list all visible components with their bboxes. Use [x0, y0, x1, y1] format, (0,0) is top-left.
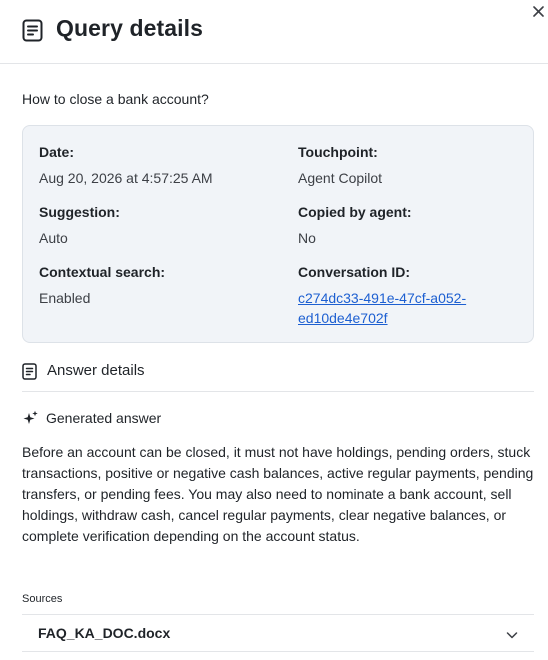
contextual-search-field	[39, 264, 165, 308]
touchpoint-field	[298, 144, 382, 188]
touchpoint-label: Touchpoint:	[298, 144, 378, 160]
answer-details-header	[22, 360, 534, 392]
date-value: Aug 20, 2026 at 4:57:25 AM	[39, 170, 213, 186]
suggestion-field	[39, 204, 120, 248]
conversation-id-link-line2[interactable]: ed10de4e702f	[298, 310, 388, 326]
copied-label: Copied by agent:	[298, 204, 412, 220]
contextual-search-label: Contextual search:	[39, 264, 166, 280]
conversation-id-field	[298, 264, 466, 328]
document-icon	[22, 363, 37, 380]
generated-answer-text: Before an account can be closed, it must not have holdings, pending orders, stuck transactions, positive or negative cash balances, active regular payments, pending transfers, or pending fees. You may also need to nominate a bank account, sell holdings, withdraw cash, cancel regular payments, clear negative balances, or complete verification depending on the account status.	[22, 444, 534, 544]
query-metadata-card	[22, 125, 534, 343]
contextual-search-value: Enabled	[39, 290, 91, 306]
source-item[interactable]	[22, 614, 534, 652]
date-label: Date:	[39, 144, 75, 160]
sources-label: Sources	[22, 593, 63, 605]
sparkle-icon	[22, 410, 39, 427]
suggestion-label: Suggestion:	[39, 204, 120, 220]
copied-field	[298, 204, 412, 248]
conversation-id-label: Conversation ID:	[298, 264, 411, 280]
document-icon	[22, 19, 43, 42]
suggestion-value: Auto	[39, 230, 68, 246]
conversation-id-link-line1[interactable]: c274dc33-491e-47cf-a052-	[298, 290, 467, 306]
query-text: How to close a bank account?	[22, 91, 209, 107]
panel-header	[0, 0, 548, 64]
page-title: Query details	[56, 15, 204, 41]
touchpoint-value: Agent Copilot	[298, 170, 383, 186]
date-field	[39, 144, 213, 188]
answer-details-title: Answer details	[47, 362, 145, 379]
generated-answer-label: Generated answer	[46, 410, 162, 426]
chevron-down-icon[interactable]	[506, 628, 518, 640]
copied-value: No	[298, 230, 316, 246]
close-icon[interactable]	[530, 3, 546, 19]
conversation-id-value	[298, 288, 466, 328]
source-item-name: FAQ_KA_DOC.docx	[38, 625, 171, 641]
